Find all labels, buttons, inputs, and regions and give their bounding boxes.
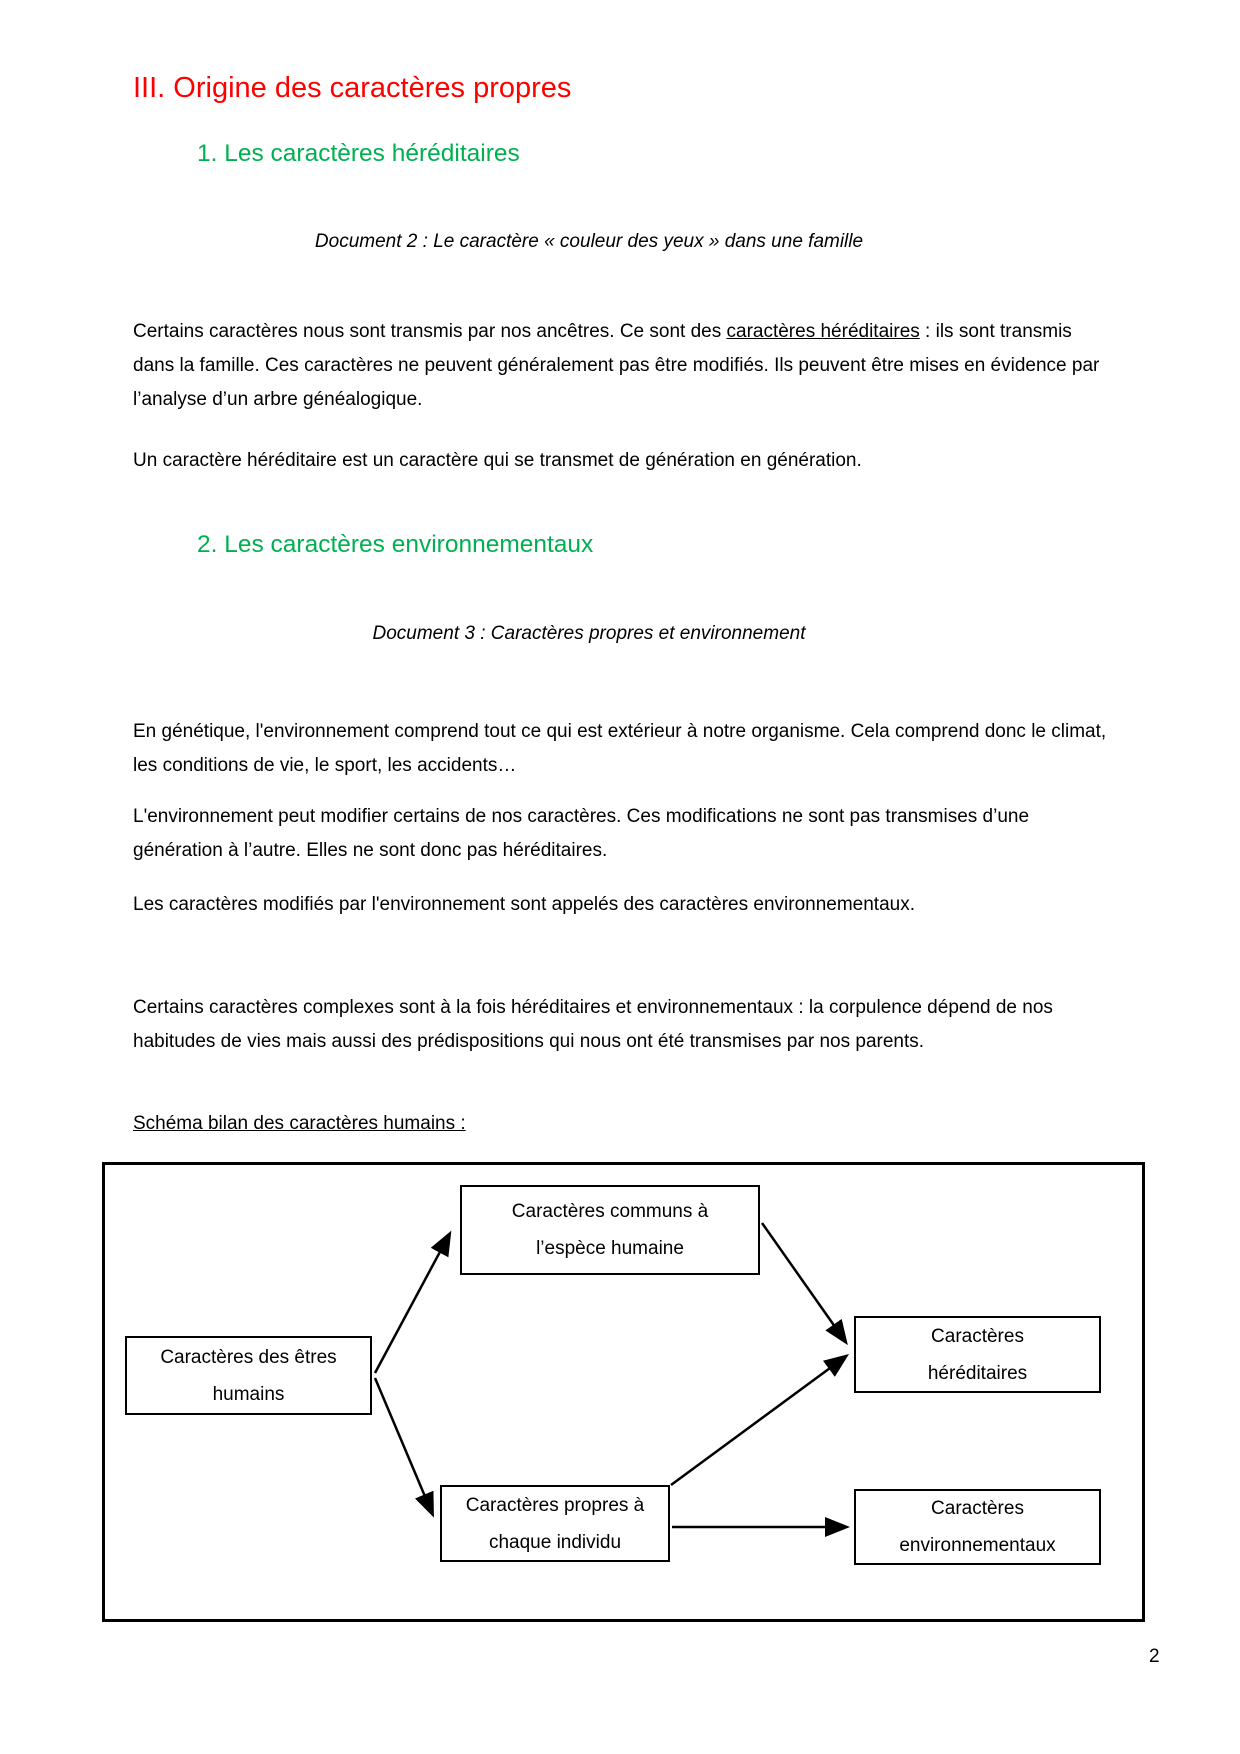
paragraph-text: : ils sont transmis dans la famille. Ces caractères ne peuvent généralement pas être modifiés. Ils peuvent être mises en évidence par l’analyse d’un arbre généalogique.	[133, 321, 1100, 410]
box-text-line: chaque individu	[488, 1531, 622, 1553]
diagram-box-caracteres-communs	[460, 1185, 760, 1275]
box-text-line: humains	[212, 1383, 285, 1405]
paragraph-caracteres-complexes: Certains caractères complexes sont à la fois héréditaires et environnementaux : la corpulence dépend de nos habitudes de vies mais aussi des prédispositions qui nous ont été transmises par nos parents.	[133, 997, 1053, 1052]
paragraph-environnement-modifications: L'environnement peut modifier certains de nos caractères. Ces modifications ne sont pas transmises d’une génération à l’autre. Elles ne sont donc pas héréditaires.	[133, 806, 1030, 861]
paragraph-environnement-definition: En génétique, l'environnement comprend tout ce qui est extérieur à notre organisme. Cela comprend donc le climat, les conditions de vie, le sport, les accidents…	[133, 721, 1107, 776]
document2-caption: Document 2 : Le caractère « couleur des yeux » dans une famille	[314, 231, 864, 252]
schema-bilan-label: Schéma bilan des caractères humains :	[133, 1113, 466, 1134]
paragraph-text: Certains caractères nous sont transmis par nos ancêtres. Ce sont des	[133, 321, 727, 342]
section-heading-environnementaux: 2. Les caractères environnementaux	[197, 531, 594, 558]
schema-bilan-diagram	[102, 1162, 1145, 1622]
diagram-box-caracteres-propres	[440, 1485, 670, 1562]
arrow-root-to-individual	[375, 1378, 432, 1513]
box-text-line: Caractères	[931, 1498, 1024, 1519]
box-text-line: l’espèce humaine	[536, 1238, 684, 1259]
box-text-line: Caractères propres à	[465, 1494, 645, 1516]
page-number: 2	[1149, 1646, 1160, 1667]
box-text-line: Caractères communs à	[511, 1201, 709, 1222]
diagram-box-caracteres-hereditaires	[854, 1316, 1101, 1393]
box-text-line: Caractères	[931, 1325, 1024, 1347]
arrow-individual-to-hereditary	[671, 1357, 845, 1485]
diagram-box-caracteres-etres-humains	[125, 1336, 372, 1415]
arrow-common-to-hereditary	[762, 1223, 845, 1341]
document3-caption: Document 3 : Caractères propres et environnement	[372, 623, 806, 644]
box-text-line: environnementaux	[899, 1535, 1056, 1556]
paragraph-caracteres-environnementaux: Les caractères modifiés par l'environnement sont appelés des caractères environnementaux.	[133, 894, 915, 915]
section-heading-hereditaires: 1. Les caractères héréditaires	[197, 140, 520, 167]
diagram-box-caracteres-environnementaux	[854, 1489, 1101, 1565]
page-title: III. Origine des caractères propres	[133, 72, 572, 104]
paragraph-hereditaire-definition: Un caractère héréditaire est un caractère qui se transmet de génération en génération.	[133, 450, 862, 471]
underlined-term-caracteres-hereditaires: caractères héréditaires	[726, 321, 920, 342]
paragraph-hereditaires-intro	[133, 315, 1118, 417]
box-text-line: héréditaires	[927, 1362, 1028, 1384]
box-text-line: Caractères des êtres	[160, 1346, 337, 1368]
arrow-root-to-common	[375, 1235, 449, 1373]
